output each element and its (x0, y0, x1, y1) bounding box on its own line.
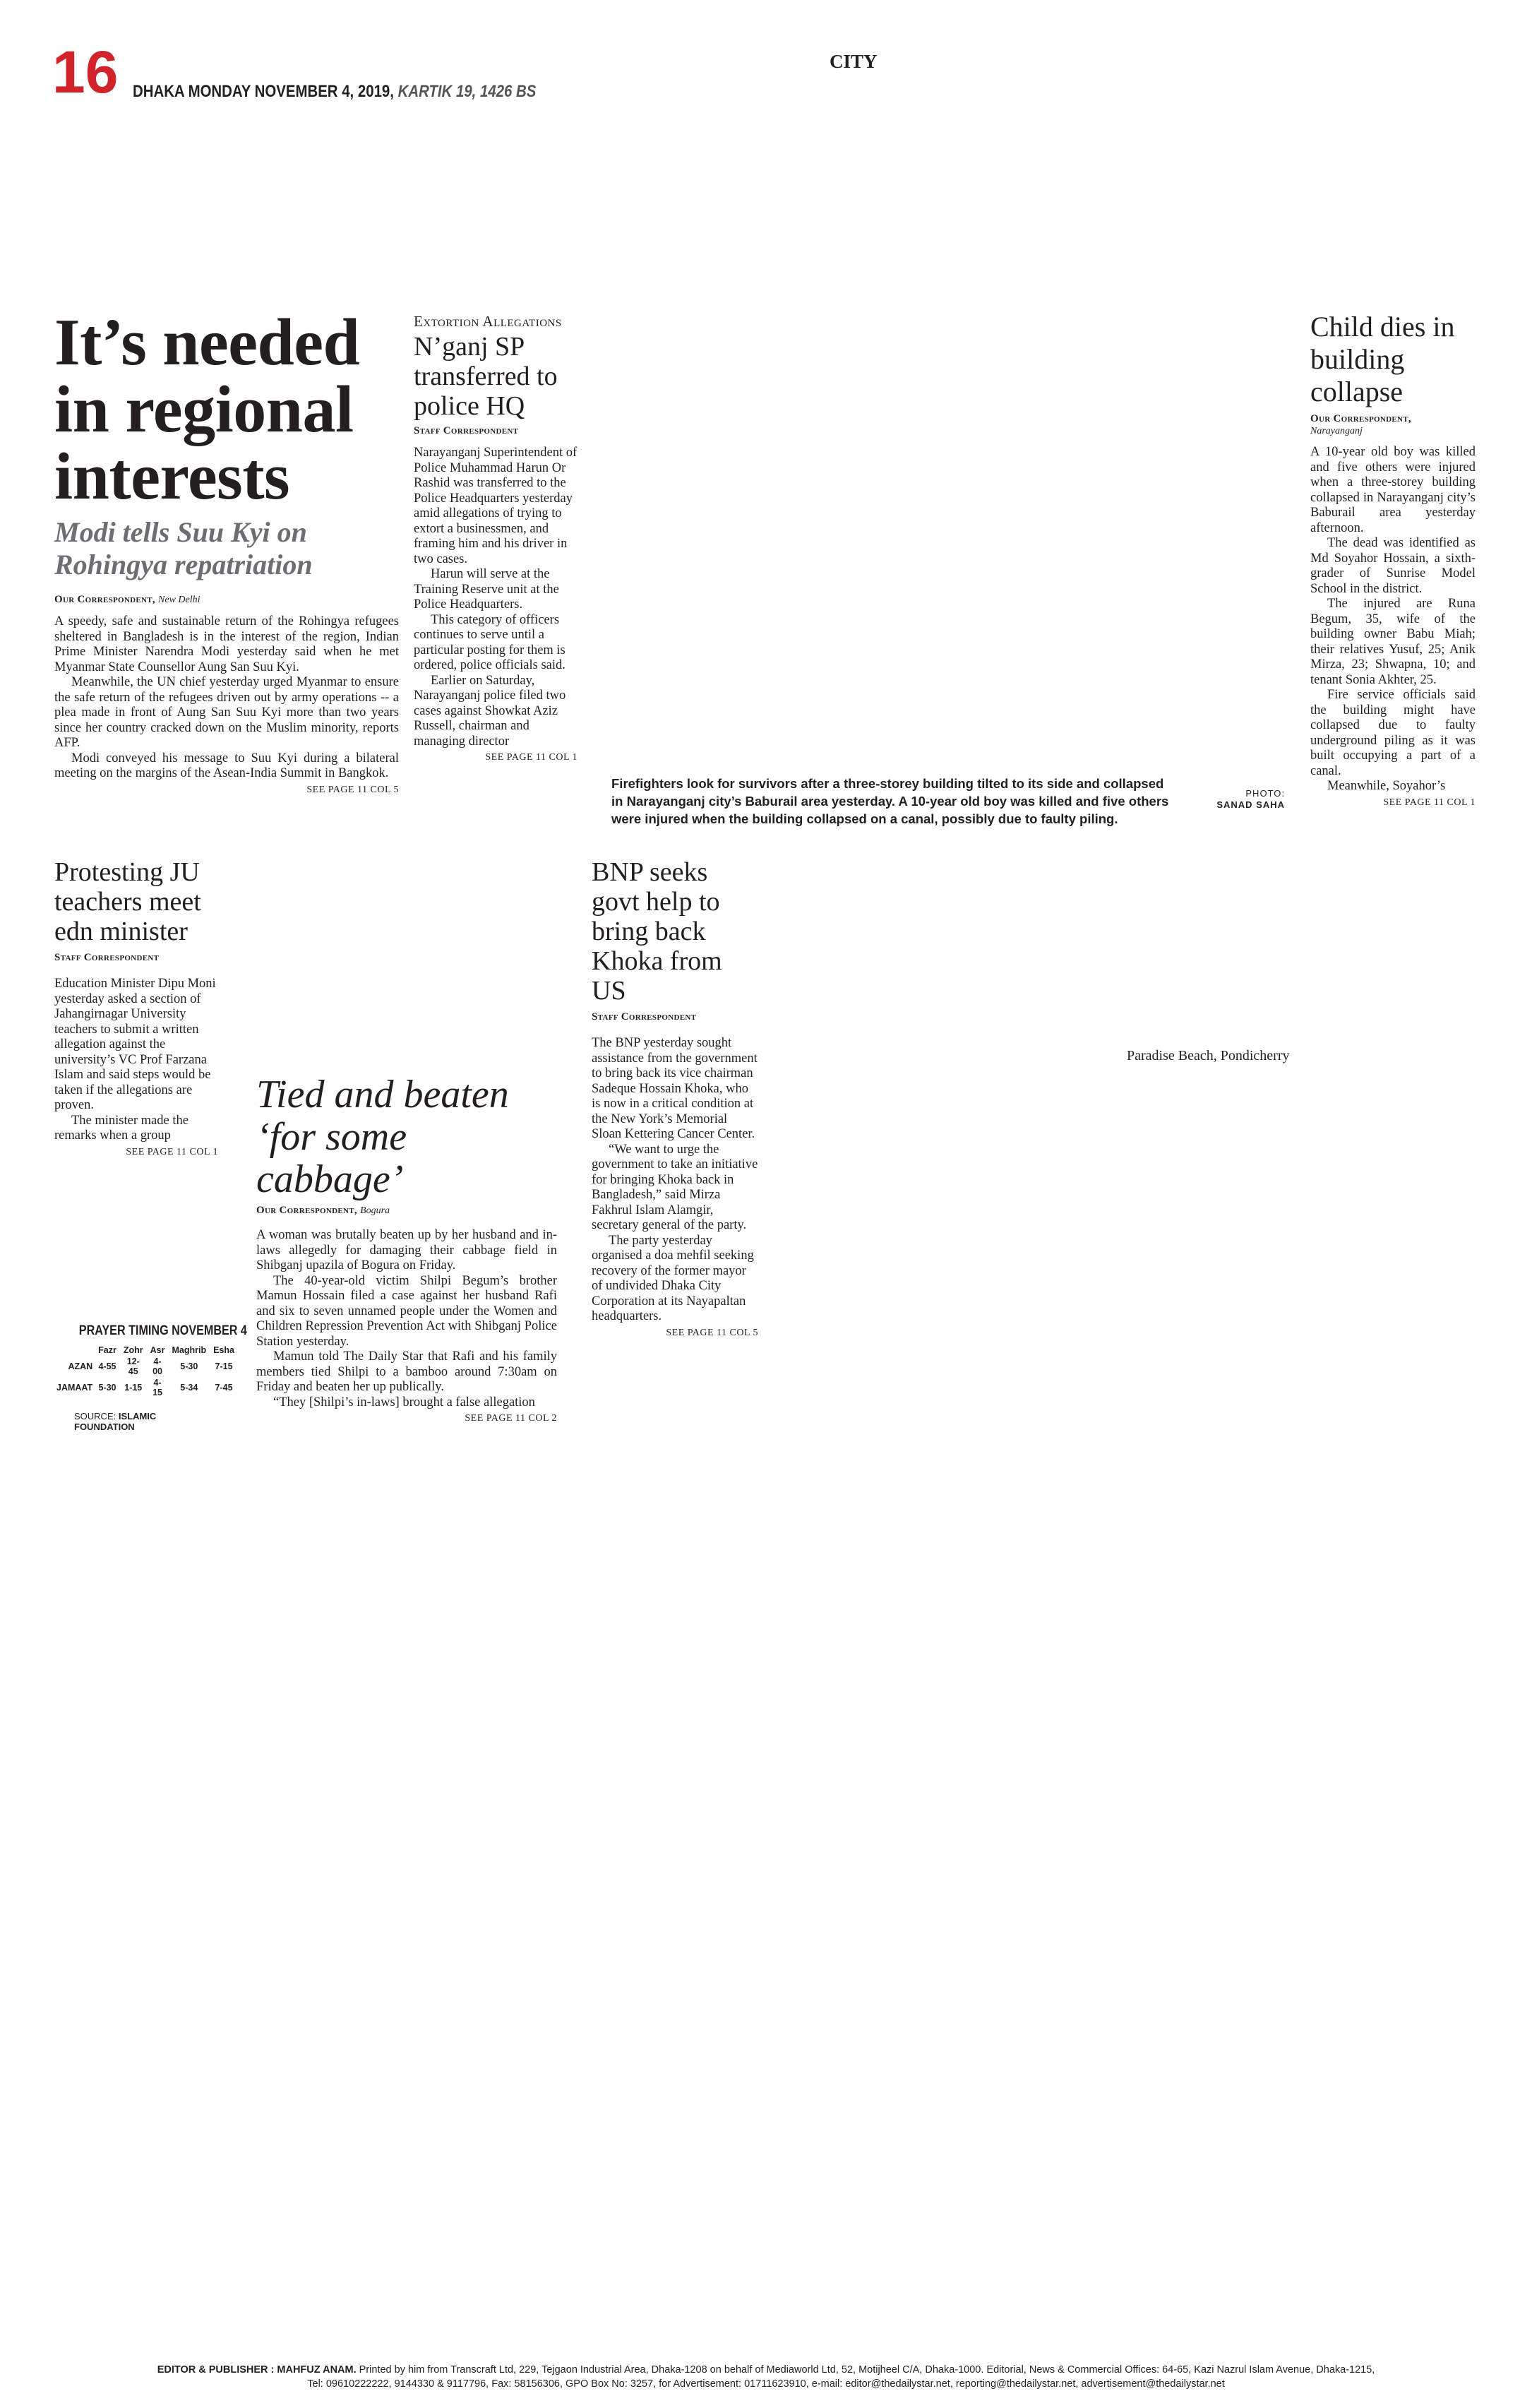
page-number: 16 (52, 39, 119, 105)
photo-credit (1186, 788, 1285, 811)
headline[interactable]: N’ganj SP transferred to police HQ (414, 332, 558, 421)
article-body (592, 1036, 758, 1325)
story-cabbage (256, 1073, 557, 1424)
imprint (56, 2363, 1476, 2391)
prayer-header: Esha (213, 1345, 234, 1355)
headline[interactable]: Child dies in building collapse (1310, 311, 1455, 407)
paragraph: “They [Shilpi’s in-laws] brought a false allegation (273, 1395, 535, 1409)
section-label: CITY (830, 51, 878, 72)
paragraph: Mamun told The Daily Star that Rafi and his family members tied Shilpi to a bamboo around 7:30am on Friday and beaten her up publically. (256, 1349, 557, 1394)
prayer-time: 7-15 (215, 1361, 233, 1371)
story-child (1310, 311, 1476, 809)
byline: Our Correspondent, Narayanganj (1310, 413, 1411, 436)
jump-link[interactable]: SEE PAGE 11 COL 1 (1383, 797, 1476, 808)
paragraph: This category of officers continues to serve until a particular posting for them is ordered, police officials said. (414, 612, 565, 672)
imprint-line1: Printed by him from Transcraft Ltd, 229, Tejgaon Industrial Area, Dhaka-1208 on behalf of Mediaworld Ltd, 52, Motijheel C/A, Dhaka-1000. Editorial, News & Commercial Offices: 64-65, Kazi Nazrul Islam Avenue, Dhaka-1215, (359, 2364, 1375, 2376)
prayer-row-label: AZAN (68, 1361, 93, 1371)
prayer-time: 5-34 (180, 1383, 198, 1393)
paragraph: A woman was brutally beaten up by her husband and in-laws allegedly for damaging their cabbage field in Shibganj upazila of Bogura on Friday. (256, 1228, 557, 1272)
paragraph: The dead was identified as Md Soyahor Hossain, a sixth-grader of Sunrise Model School in the district. (1310, 536, 1476, 596)
paragraph: Harun will serve at the Training Reserve unit at the Police Headquarters. (414, 567, 559, 612)
prayer-time: 7-45 (215, 1383, 233, 1393)
story-modi (54, 306, 399, 796)
headline[interactable]: Tied and beaten ‘for some cabbage’ (256, 1073, 509, 1201)
story-sp (414, 313, 578, 763)
jump-link[interactable]: SEE PAGE 11 COL 5 (666, 1327, 758, 1338)
article-body (54, 614, 399, 782)
prayer-header: Maghrib (172, 1345, 207, 1355)
photo-credit-name: SANAD SAHA (1216, 799, 1285, 810)
byline: Staff Correspondent (414, 425, 519, 436)
prayer-timing-box (54, 1323, 247, 1432)
imprint-line (56, 2363, 1476, 2377)
prayer-time: 12-45 (126, 1357, 140, 1376)
story-ju (54, 857, 218, 1158)
paragraph: Modi conveyed his message to Suu Kyi during a bilateral meeting on the margins of the Asean-India Summit in Bangkok. (54, 751, 399, 780)
prayer-time: 5-30 (98, 1383, 116, 1393)
paragraph: The BNP yesterday sought assistance from the government to bring back its vice chairman Sadeque Hossain Khoka, who is now in a critical condition at the New York’s Memorial Sloan Kettering Cancer Center. (592, 1036, 758, 1141)
paragraph: Meanwhile, Soyahor’s (1327, 779, 1446, 793)
jump-link[interactable]: SEE PAGE 11 COL 2 (465, 1413, 557, 1424)
imprint-line2: Tel: 09610222222, 9144330 & 9117796, Fax: 58156306, GPO Box No: 3257, for Advertisement: 01711623910, e-mail: editor@thedailystar.net, reporting@thedailystar.net, advertisement@thedailystar.net (307, 2378, 1225, 2390)
byline: Our Correspondent, Bogura (256, 1205, 390, 1216)
headline[interactable]: It’s needed in regional interests (54, 306, 360, 513)
prayer-header-row (54, 1345, 238, 1356)
prayer-time: 4-15 (152, 1378, 163, 1397)
paradise-caption: Paradise Beach, Pondicherry (1127, 1048, 1290, 1063)
story-bnp (592, 857, 758, 1339)
dateline-main: DHAKA MONDAY NOVEMBER 4, 2019, (133, 82, 394, 101)
prayer-source-name: ISLAMIC FOUNDATION (74, 1411, 157, 1432)
prayer-time: 4-55 (98, 1361, 116, 1371)
byline: Our Correspondent, New Delhi (54, 594, 201, 605)
jump-link[interactable]: SEE PAGE 11 COL 1 (485, 752, 578, 763)
prayer-row-label: JAMAAT (56, 1383, 93, 1393)
paragraph: Education Minister Dipu Moni yesterday asked a section of Jahangirnagar University teachers to submit a written allegation against the university’s VC Prof Farzana Islam and said steps would be taken if the allegations are proven. (54, 977, 216, 1112)
prayer-header: Fazr (98, 1345, 116, 1355)
jump-link[interactable]: SEE PAGE 11 COL 5 (306, 784, 399, 795)
subhead: Modi tells Suu Kyi on Rohingya repatriation (54, 516, 313, 580)
paragraph: A speedy, safe and sustainable return of the Rohingya refugees sheltered in Bangladesh is in the interest of the region, Indian Prime Minister Narendra Modi yesterday said when he met Myanmar State Counsellor Aung San Suu Kyi. (54, 614, 399, 674)
kicker: Extortion Allegations (414, 313, 562, 330)
prayer-time: 4-00 (152, 1357, 163, 1376)
paragraph: Fire service officials said the building might have collapsed due to faulty underground piling as it was built occupying a part of a canal. (1310, 688, 1476, 778)
headline[interactable]: BNP seeks govt help to bring back Khoka from US (592, 857, 722, 1006)
byline: Staff Correspondent (54, 952, 160, 963)
paragraph: The injured are Runa Begum, 35, wife of the building owner Babu Miah; their relatives Yusuf, 25; Anik Mirza, 23; Shwapna, 10; and tenant Sonia Akhter, 25. (1310, 597, 1476, 687)
dateline (133, 82, 536, 102)
prayer-header: Zohr (123, 1345, 143, 1355)
jump-link[interactable]: SEE PAGE 11 COL 1 (126, 1146, 218, 1157)
paragraph: Earlier on Saturday, Narayanganj police filed two cases against Showkat Aziz Russell, chairman and managing director (414, 673, 566, 749)
paragraph: Meanwhile, the UN chief yesterday urged Myanmar to ensure the safe return of the refugees driven out by army operations -- a plea made in front of Aung San Suu Kyi more than two years since her country cracked down on the Muslim minority, reports AFP. (54, 675, 399, 750)
byline: Staff Correspondent (592, 1011, 697, 1023)
photo-caption: Firefighters look for survivors after a three-storey building tilted to its side and collapsed in Narayanganj city’s Baburail area yesterday. A 10-year old boy was killed and five others were injured when the building collapsed on a canal, possibly due to faulty piling. (611, 776, 1169, 826)
prayer-row (54, 1377, 238, 1398)
paragraph: A 10-year old boy was killed and five others were injured when a three-storey building collapsed in Narayanganj city’s Baburail area yesterday afternoon. (1310, 445, 1476, 535)
prayer-time: 5-30 (180, 1361, 198, 1371)
paragraph: The party yesterday organised a doa mehfil seeking recovery of the former mayor of undivided Dhaka City Corporation at its Nayapaltan headquarters. (592, 1233, 754, 1323)
prayer-title: PRAYER TIMING NOVEMBER 4 (78, 1323, 247, 1338)
prayer-source (74, 1411, 218, 1432)
imprint-lead: EDITOR & PUBLISHER : MAHFUZ ANAM. (157, 2364, 357, 2376)
dateline-bengali: KARTIK 19, 1426 BS (397, 82, 537, 101)
paragraph: “We want to urge the government to take an initiative for bringing Khoka back in Bangladesh,” said Mirza Fakhrul Islam Alamgir, secretary general of the party. (592, 1142, 758, 1232)
headline[interactable]: Protesting JU teachers meet edn minister (54, 857, 201, 946)
article-body (256, 1228, 557, 1410)
photo-credit-label: PHOTO: (1245, 788, 1285, 799)
paragraph: Narayanganj Superintendent of Police Muhammad Harun Or Rashid was transferred to the Police Headquarters yesterday amid allegations of trying to extort a businessmen, and framing him and his driver in two cases. (414, 446, 578, 566)
prayer-row (54, 1356, 238, 1377)
article-body (54, 977, 218, 1144)
paragraph: The 40-year-old victim Shilpi Begum’s brother Mamun Hossain filed a case against her husband Rafi and six to seven unnamed people under the Women and Children Repression Prevention Act with Shibganj Police Station yesterday. (256, 1273, 557, 1349)
article-body (1310, 445, 1476, 794)
prayer-time: 1-15 (124, 1383, 143, 1393)
article-body (414, 446, 578, 749)
prayer-source-label: SOURCE: (74, 1411, 116, 1421)
prayer-table (54, 1345, 238, 1398)
prayer-header: Asr (150, 1345, 165, 1355)
paragraph: The minister made the remarks when a group (54, 1113, 188, 1143)
